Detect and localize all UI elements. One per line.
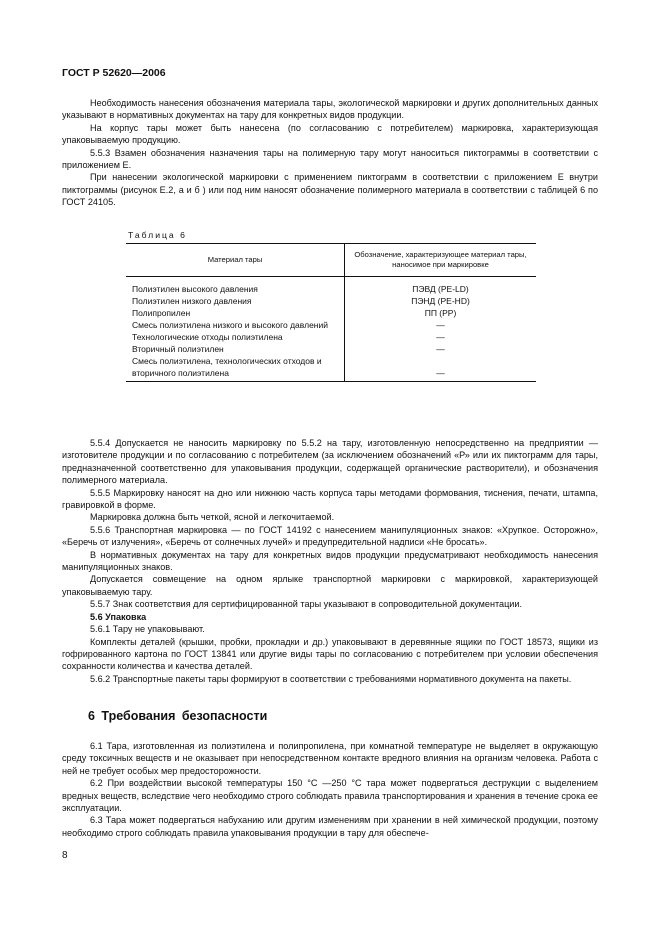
- material-cell: Полипропилен: [126, 307, 345, 319]
- designation-cell: —: [436, 332, 445, 342]
- paragraph: 6.3 Тара может подвергаться набуханию или другим изменениям при хранении в ней химической продукции, поэтому необходимо строго соблюдать правила упаковывания продукции в тару для обеспече-: [62, 815, 598, 838]
- paragraph: Допускается совмещение на одном ярлыке транспортной маркировки с маркировкой, характеризующей упаковываемую тару.: [62, 574, 598, 597]
- text-block-safety: [62, 740, 598, 839]
- table-row: [126, 331, 536, 343]
- column-header-material: Материал тары: [126, 244, 345, 277]
- designation-cell: —: [436, 344, 445, 354]
- paragraph: 5.6.2 Транспортные пакеты тары формируют в соответствии с требованиями нормативного документа на пакеты.: [90, 673, 572, 684]
- paragraph: 5.5.6 Транспортная маркировка — по ГОСТ 14192 с нанесением манипуляционных знаков: «Хрупкое. Осторожно», «Беречь от излучения», «Беречь от солнечных лучей» и предупредительной надписи «Не бросать».: [62, 524, 598, 548]
- designation-cell: ПП (РР): [424, 308, 457, 318]
- material-cell: Смесь полиэтилена, технологических отходов и вторичного полиэтилена: [126, 355, 345, 382]
- paragraph: 5.6.1 Тару не упаковывают.: [90, 624, 205, 635]
- table-row: [126, 307, 536, 319]
- designation-cell: ПЭВД (PE-LD): [412, 284, 469, 294]
- page-number: 8: [62, 850, 68, 861]
- text-block-marking: [62, 97, 598, 209]
- paragraph: Комплекты деталей (крышки, пробки, прокладки и др.) упаковывают в деревянные ящики по ГОСТ 18573, ящики из гофрированного картона по ГОСТ 13841 или другие виды тары по согласованию с потребителем при условии обеспечения сохранности количества и качества деталей.: [62, 636, 598, 672]
- paragraph: 5.5.5 Маркировку наносят на дно или нижнюю часть корпуса тары методами формования, тиснения, печати, штампа, гравировкой в форме.: [62, 487, 598, 511]
- material-cell: Смесь полиэтилена низкого и высокого давлений: [126, 319, 345, 331]
- designation-cell: —: [345, 355, 537, 382]
- table-row: [126, 343, 536, 355]
- paragraph: Маркировка должна быть четкой, ясной и легкочитаемой.: [90, 512, 335, 523]
- document-id-header: ГОСТ Р 52620—2006: [62, 67, 166, 79]
- column-header-designation: Обозначение, характеризующее материал тары, наносимое при маркировке: [345, 244, 537, 277]
- material-cell: Полиэтилен низкого давления: [126, 295, 345, 307]
- paragraph: 5.5.7 Знак соответствия для сертифицированной тары указывают в сопроводительной документации.: [90, 599, 522, 610]
- paragraph: 5.5.3 Взамен обозначения назначения тары на полимерную тару могут наноситься пиктограммы в соответствии с приложением Е.: [62, 147, 598, 171]
- section-heading-safety: 6 Требования безопасности: [88, 709, 268, 723]
- table-row: [126, 295, 536, 307]
- material-cell: Технологические отходы полиэтилена: [126, 331, 345, 343]
- table-row: [126, 277, 536, 296]
- paragraph: 6.1 Тара, изготовленная из полиэтилена и полипропилена, при комнатной температуре не выделяет в окружающую среду токсичных веществ и не оказывает при непосредственном контакте вредного влияния на организм человека. Работа с ней не требует особых мер предосторожности.: [62, 741, 598, 776]
- designation-cell: ПЭНД (PE-HD): [411, 296, 470, 306]
- designation-cell: —: [436, 320, 445, 330]
- paragraph: Необходимость нанесения обозначения материала тары, экологической маркировки и других дополнительных данных указывают в нормативных документах на тару для конкретных видов продукции.: [62, 98, 598, 121]
- table-row: [126, 319, 536, 331]
- paragraph: 6.2 При воздействии высокой температуры 150 °С —250 °С тара может подвергаться деструкции с выделением вредных веществ, вследствие чего необходимо строго соблюдать правила транспортирования и хранения в течение срока ее эксплуатации.: [62, 778, 598, 814]
- paragraph: При нанесении экологической маркировки с применением пиктограмм в соответствии с приложением Е внутри пиктограммы (рисунок Е.2, а и б ) или под ним наносят обозначение полимерного материала в соответствии с таблицей 6 по ГОСТ 24105.: [62, 172, 598, 208]
- table-caption: Таблица 6: [128, 230, 187, 240]
- paragraph: В нормативных документах на тару для конкретных видов продукции предусматривают необходимость нанесения манипуляционных знаков.: [62, 549, 598, 573]
- paragraph: На корпус тары может быть нанесена (по согласованию с потребителем) маркировка, характеризующая упаковываемую продукцию.: [62, 122, 598, 146]
- section-heading-packaging: 5.6 Упаковка: [90, 611, 147, 622]
- table-header-row: [126, 244, 536, 277]
- material-cell: Вторичный полиэтилен: [126, 343, 345, 355]
- material-cell: Полиэтилен высокого давления: [126, 277, 345, 296]
- material-designation-table: [126, 243, 536, 382]
- table-row: [126, 355, 536, 382]
- paragraph: 5.5.4 Допускается не наносить маркировку по 5.5.2 на тару, изготовленную непосредственно на предприятии — изготовителе продукции и по согласованию с потребителем (за исключением обозначений «Р» или их пиктограмм для тары, предназначенной соответственно для упаковывания продукции, содержащей органические растворители), и обозначения полимерного материала.: [62, 438, 598, 486]
- text-block-marking-continued: [62, 437, 598, 685]
